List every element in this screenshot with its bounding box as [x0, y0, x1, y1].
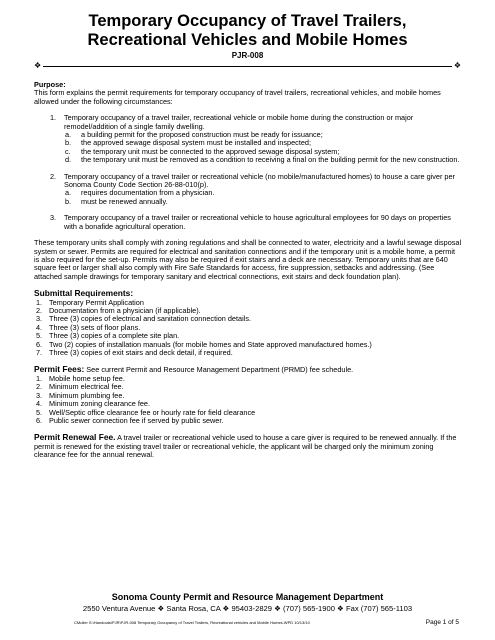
- purpose-list: [34, 114, 462, 231]
- page-title-line1: Temporary Occupancy of Travel Trailers,: [88, 12, 407, 30]
- purpose-subitem: d. the temporary unit must be removed as a condition to receiving a final on the building permit for the new construction.: [65, 155, 460, 165]
- page-title-line2: Recreational Vehicles and Mobile Homes: [87, 31, 408, 49]
- list-item: 5. Well/Septic office clearance fee or hourly rate for field clearance: [36, 407, 256, 417]
- document-number: PJR-008: [231, 51, 264, 60]
- list-item: 2. Documentation from a physician (if applicable).: [36, 306, 201, 316]
- purpose-item: 2. Temporary occupancy of a travel trailer or recreational vehicle (no mobile/manufactured homes) to house a care giver per Sonoma County Code Section 26-88-010(p).: [50, 171, 455, 190]
- renewal-paragraph: Permit Renewal Fee. A travel trailer or recreational vehicle used to house a care giver is required to be renewed annually. If the permit is renewed for the existing travel trailer or recreational vehicle, the applicant will be charged only the minimum zoning clearance fee for the annual renewal.: [34, 432, 457, 460]
- footer-file-path: CMuller S:\Handouts\PJR\PJR-008 Temporary Occupancy of Travel Trailers, Recreational vehicles and Mobile Homes.WPD 10/13/10: [74, 620, 310, 625]
- list-item: 3. Minimum plumbing fee.: [36, 390, 125, 400]
- fees-heading: Permit Fees:: [34, 364, 85, 375]
- purpose-item: 1. Temporary occupancy of a travel trailer, recreational vehicle or mobile home during the construction or major remodel/addition of a single family dwelling.: [50, 113, 414, 131]
- page-number: Page 1 of 5: [425, 619, 459, 626]
- footer-address: 2550 Ventura Avenue ❖ Santa Rosa, CA ❖ 95403-2829 ❖ (707) 565-1900 ❖ Fax (707) 565-1103: [82, 604, 413, 613]
- document-body: [34, 81, 462, 460]
- purpose-subitem: b. the approved sewage disposal system must be installed and inspected;: [65, 138, 311, 148]
- list-item: 5. Three (3) copies of a complete site plan.: [36, 331, 180, 341]
- fees-list: [34, 375, 462, 425]
- renewal-heading: Permit Renewal Fee.: [34, 432, 116, 443]
- submittal-heading: Submittal Requirements:: [34, 288, 134, 299]
- list-item: 4. Minimum zoning clearance fee.: [36, 399, 150, 409]
- header-rule: [34, 62, 461, 72]
- purpose-item: 3. Temporary occupancy of a travel trailer or recreational vehicle to house agricultural employees for 90 days on properties with a bonafide agricultural operation.: [50, 213, 451, 231]
- purpose-subitem: a. requires documentation from a physician.: [65, 188, 215, 198]
- list-item: 7. Three (3) copies of exit stairs and deck detail, if required.: [36, 348, 233, 358]
- footer-department: Sonoma County Permit and Resource Management Department: [111, 592, 384, 602]
- list-item: 4. Three (3) sets of floor plans.: [36, 322, 141, 332]
- diamond-ornament-icon: ❖: [453, 61, 461, 70]
- submittal-list: [34, 299, 462, 358]
- diamond-ornament-icon: ❖: [34, 61, 42, 70]
- purpose-intro: This form explains the permit requirements for temporary occupancy of travel trailers, recreational vehicles, and mobile homes allowed under the following circumstances:: [34, 88, 441, 106]
- list-item: 6. Two (2) copies of installation manuals (for mobile homes and State approved manufactured homes.): [36, 339, 372, 349]
- general-requirements-paragraph: These temporary units shall comply with zoning regulations and shall be connected to water, electricity and a lawful sewage disposal system or sewer. Permits are required for electrical and sanitation connections and if the temporary unit is a mobile home, a permit is also required for the set-up. Permits may also be required if exit stairs and a deck are necessary. Temporary units that are 640 square feet or larger shall also comply with Fire Safe Standards for access, fire suppression, setbacks and addressing. (See attached sample drawings for temporary sanitary and electrical connections, exit stairs and deck foundation plan).: [34, 238, 462, 281]
- list-item: 1. Mobile home setup fee.: [36, 373, 125, 383]
- header-divider: [43, 66, 452, 67]
- purpose-heading: Purpose:: [34, 80, 66, 89]
- list-item: 2. Minimum electrical fee.: [36, 382, 124, 392]
- fees-intro: Permit Fees: See current Permit and Resource Management Department (PRMD) fee schedule.: [34, 364, 354, 375]
- purpose-subitem: b. must be renewed annually.: [65, 196, 168, 206]
- purpose-subitem: a. a building permit for the proposed construction must be ready for issuance;: [65, 130, 323, 140]
- purpose-subitem: c. the temporary unit must be connected to the approved sewage disposal system;: [65, 146, 340, 156]
- list-item: 6. Public sewer connection fee if served by public sewer.: [36, 416, 224, 425]
- list-item: 3. Three (3) copies of electrical and sanitation connection details.: [36, 314, 251, 324]
- list-item: 1. Temporary Permit Application: [36, 297, 144, 307]
